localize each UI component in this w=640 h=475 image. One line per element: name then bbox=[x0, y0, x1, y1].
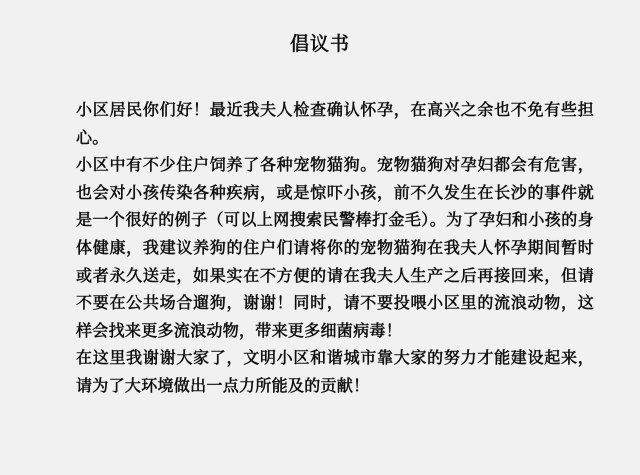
paragraph-greeting: 小区居民你们好！最近我夫人检查确认怀孕，在高兴之余也不免有些担心。 bbox=[76, 100, 594, 147]
document-title: 倡议书 bbox=[289, 33, 350, 55]
paragraph-request: 小区中有不少住户饲养了各种宠物猫狗。宠物猫狗对孕妇都会有危害，也会对小孩传染各种疾病，或是惊吓小孩，前不久发生在长沙的事件就是一个很好的例子（可以上网搜索民警棒打金毛）。为了孕妇和小孩的身体健康，我建议养狗的住户们请将你的宠物猫狗在我夫人怀孕期间暂时或者永久送走，如果实在不方便的请在我夫人生产之后再接回来，但请不要在公共场合遛狗，谢谢！同时，请不要投喂小区里的流浪动物，这样会找来更多流浪动物，带来更多细菌病毒！ bbox=[76, 155, 594, 340]
document-body bbox=[76, 96, 594, 400]
paragraph-closing: 在这里我谢谢大家了，文明小区和谐城市靠大家的努力才能建设起来，请为了大环境做出一点力所能及的贡献！ bbox=[76, 348, 594, 395]
